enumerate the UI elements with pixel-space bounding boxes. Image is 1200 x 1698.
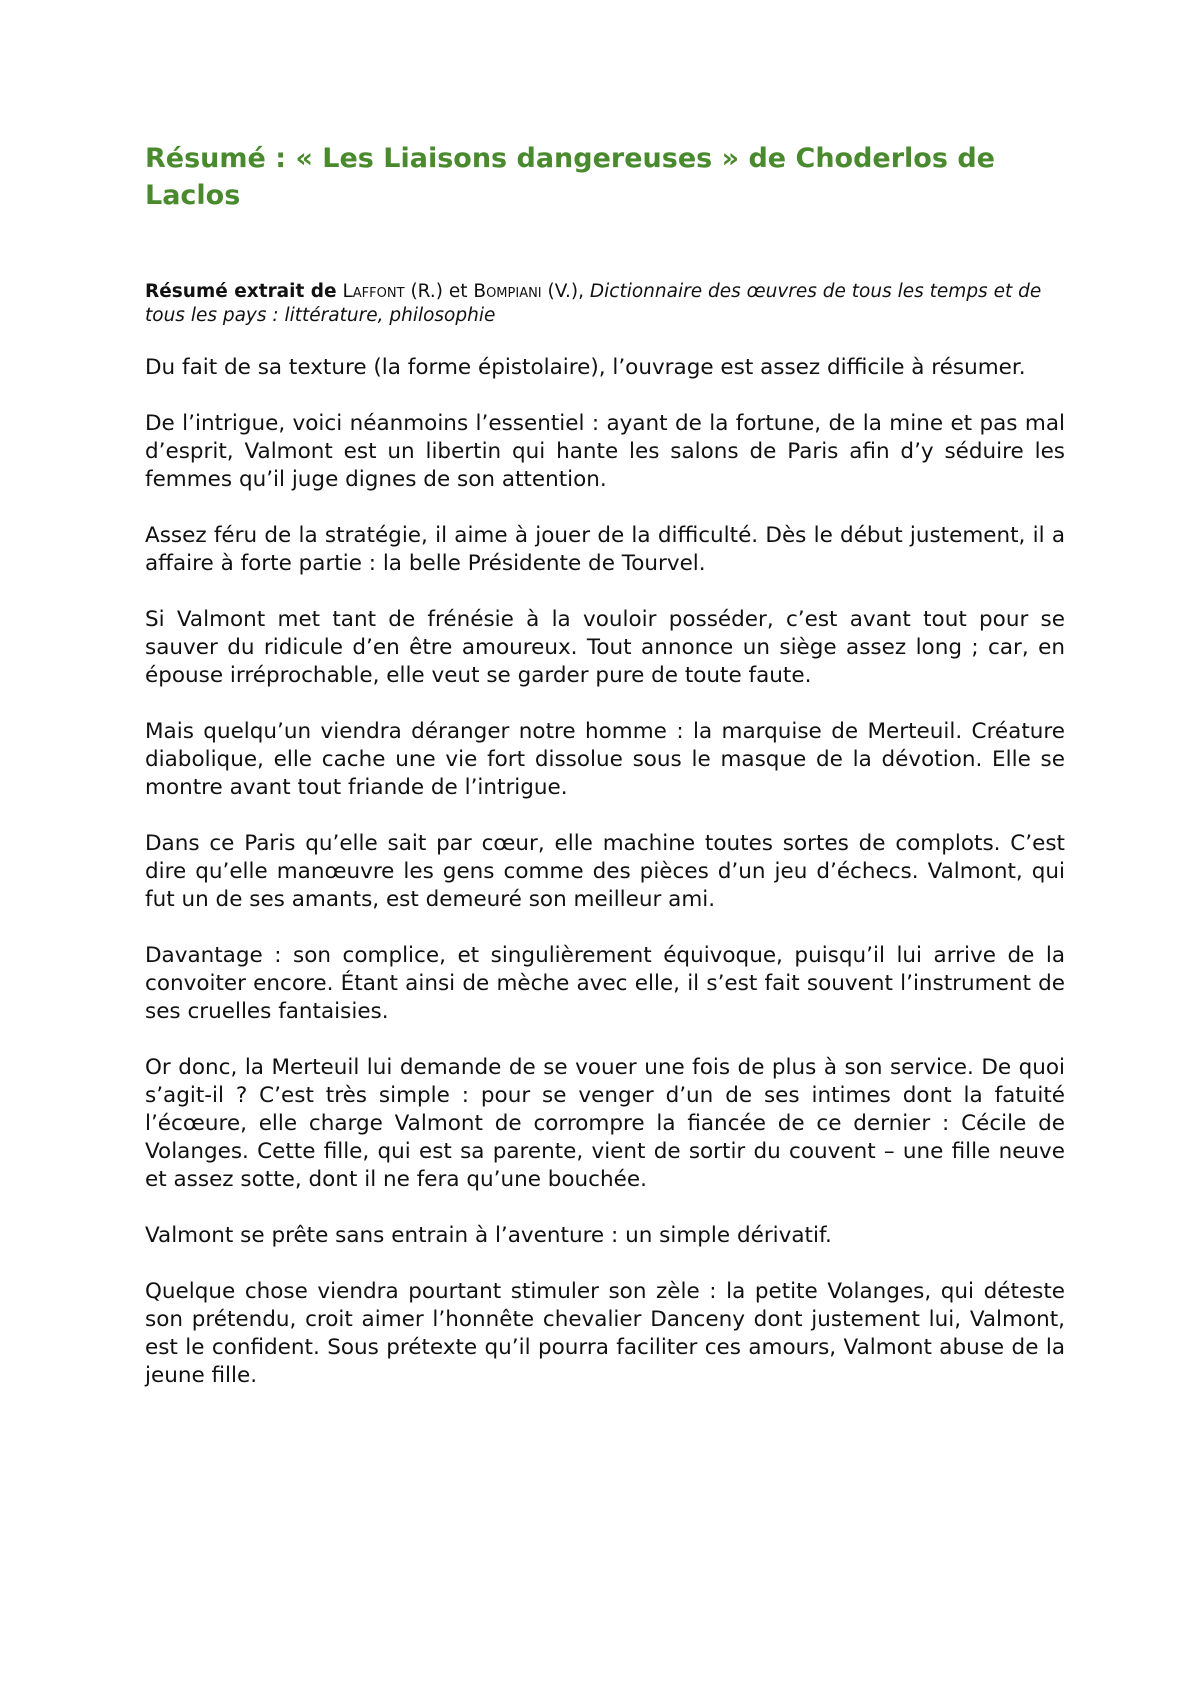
paragraph: Davantage : son complice, et singulièrement équivoque, puisqu’il lui arrive de la convoiter encore. Étant ainsi de mèche avec elle, il s’est fait souvent l’instrument de ses cruelles fantaisies.: [145, 943, 1065, 1024]
paragraph: Si Valmont met tant de frénésie à la vouloir posséder, c’est avant tout pour se sauver du ridicule d’en être amoureux. Tout annonce un siège assez long ; car, en épouse irréprochable, elle veut se garder pure de toute faute.: [145, 607, 1065, 688]
source-author-2: Bompiani: [473, 281, 542, 302]
source-conjunction: et: [448, 281, 468, 302]
paragraph: De l’intrigue, voici néanmoins l’essentiel : ayant de la fortune, de la mine et pas mal d’esprit, Valmont est un libertin qui hante les salons de Paris afin d’y séduire les femmes qu’il juge dignes de son attention.: [145, 411, 1065, 492]
document-title: Résumé : « Les Liaisons dangereuses » de Choderlos de Laclos: [145, 143, 995, 211]
paragraph: Or donc, la Merteuil lui demande de se vouer une fois de plus à son service. De quoi s’agit-il ? C’est très simple : pour se venger d’un de ses intimes dont la fatuité l’écœure, elle charge Valmont de corrompre la fiancée de ce dernier : Cécile de Volanges. Cette fille, qui est sa parente, vient de sortir du couvent – une fille neuve et assez sotte, dont il ne fera qu’une bouchée.: [145, 1055, 1065, 1192]
document-page: [145, 140, 1065, 1418]
source-author-1-initial: (R.): [410, 281, 443, 302]
source-author-1: Laffont: [342, 281, 405, 302]
paragraph: Quelque chose viendra pourtant stimuler son zèle : la petite Volanges, qui déteste son prétendu, croit aimer l’honnête chevalier Danceny dont justement lui, Valmont, est le confident. Sous prétexte qu’il pourra faciliter ces amours, Valmont abuse de la jeune fille.: [145, 1279, 1065, 1388]
paragraph: Dans ce Paris qu’elle sait par cœur, elle machine toutes sortes de complots. C’est dire qu’elle manœuvre les gens comme des pièces d’un jeu d’échecs. Valmont, qui fut un de ses amants, est demeuré son meilleur ami.: [145, 831, 1065, 912]
paragraph: Assez féru de la stratégie, il aime à jouer de la difficulté. Dès le début justement, il a affaire à forte partie : la belle Présidente de Tourvel.: [145, 523, 1065, 576]
source-author-2-initial: (V.),: [547, 281, 584, 302]
paragraph: Du fait de sa texture (la forme épistolaire), l’ouvrage est assez difficile à résumer.: [145, 355, 1026, 380]
paragraph: Valmont se prête sans entrain à l’aventure : un simple dérivatif.: [145, 1223, 832, 1248]
source-lead: Résumé extrait de: [145, 281, 337, 302]
source-work-title: Dictionnaire des œuvres de tous les temps et de tous les pays : littérature, philosophie: [145, 281, 1042, 326]
source-citation: [145, 280, 1065, 328]
paragraph: Mais quelqu’un viendra déranger notre homme : la marquise de Merteuil. Créature diabolique, elle cache une vie fort dissolue sous le masque de la dévotion. Elle se montre avant tout friande de l’intrigue.: [145, 719, 1065, 800]
